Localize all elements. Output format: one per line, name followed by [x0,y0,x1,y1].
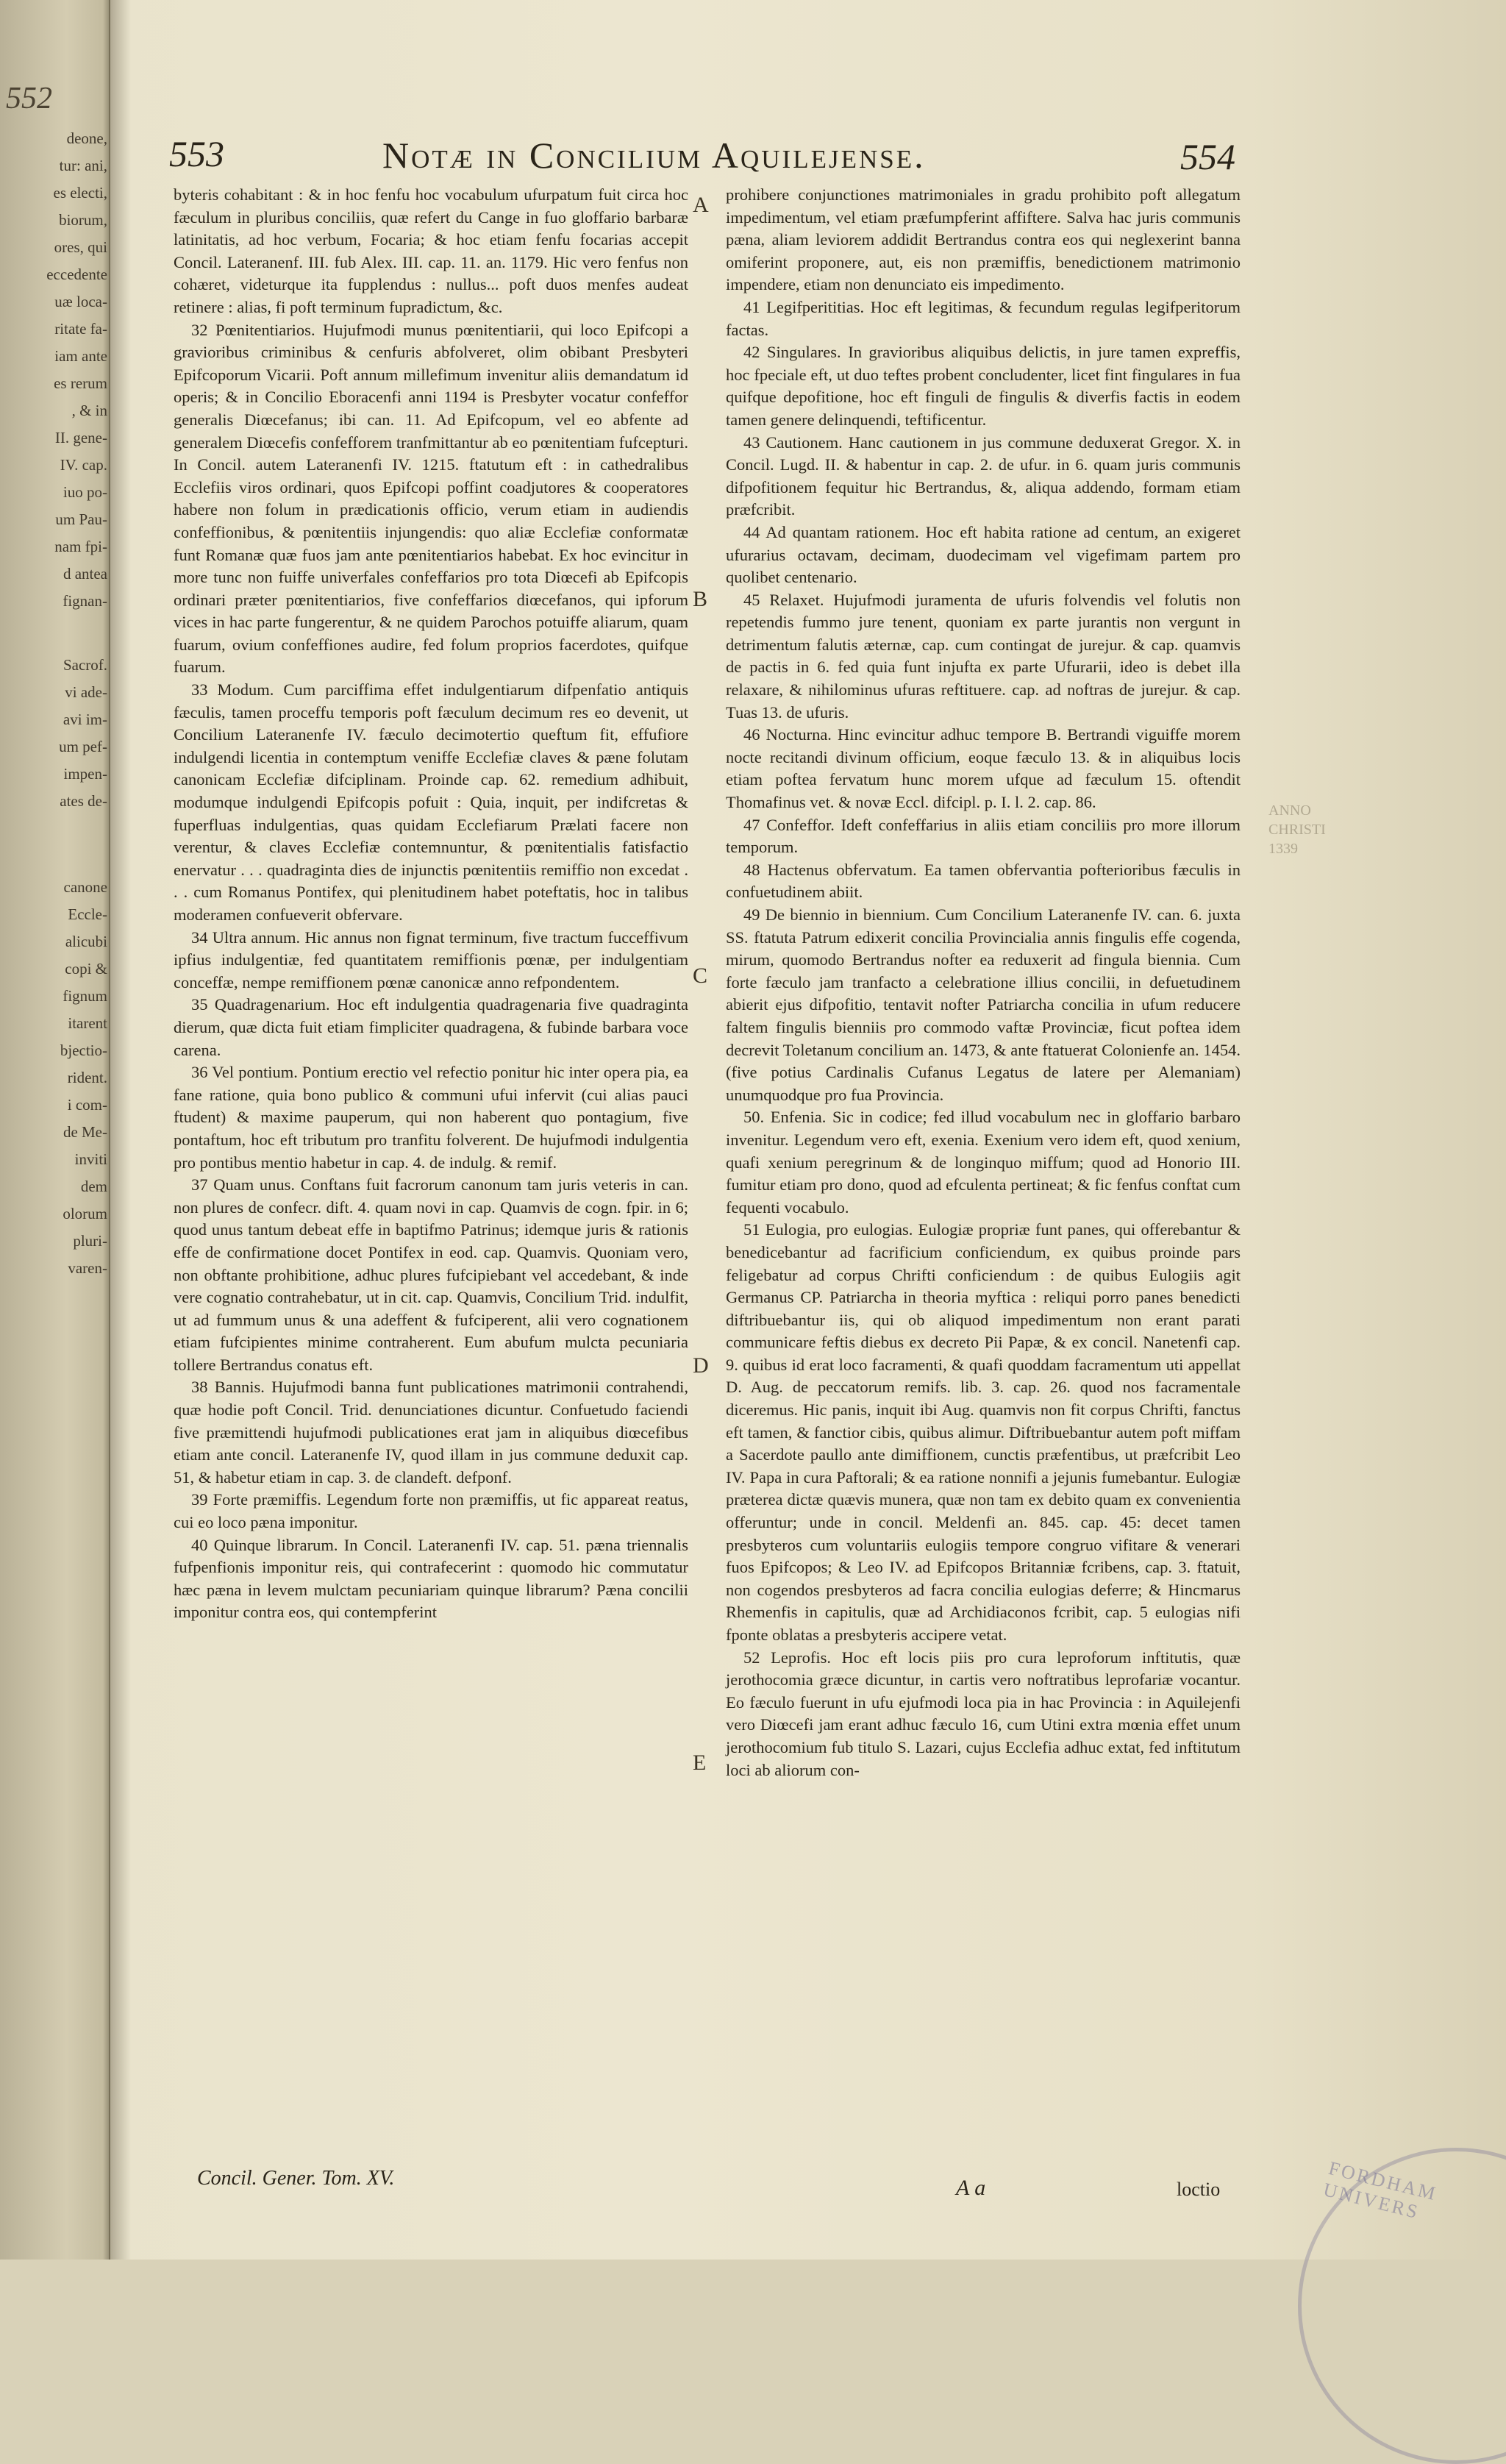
previous-page-fragment: copi & [65,960,107,978]
footer-signature: Concil. Gener. Tom. XV. [197,2167,395,2190]
previous-page-fragment: es electi, [53,184,107,202]
note-paragraph: 42 Singulares. In gravioribus aliquibus delictis, in jure tamen expreffis, hoc fpeciale eft, ut duo teftes probent concludenter, licet fint fingulares in fua quifque depofitione, hoc eft finguli de fingulis & diverfis factis in eodem tamen genere delinquendi, teftificentur. [726,343,1241,429]
previous-page-fragment: iuo po- [63,483,107,501]
note-paragraph: 41 Legifperititias. Hoc eft legitimas, & fecundum regulas legifperitorum factas. [726,297,1241,339]
previous-page-fragment: IV. cap. [60,456,107,474]
section-marker: C [693,964,708,988]
note-paragraph: 33 Modum. Cum parciffima effet indulgentiarum difpenfatio antiquis fæculis, tamen proceffu temporis poft fæculum decimum res eo devenit, ut Concilium Lateranenfe IV. fæculo decimotertio queftum fit, effufiore indulgendi licentia in contemptum veniffe Ecclefiæ claves & pæne folutam canonicam Ecclefiæ difciplinam. Proinde cap. 62. remedium adhibuit, modumque indulgendi Epifcopis pofuit : Quia, inquit, per indifcretas & fuperfluas indulgentias, quas quidam Ecclefiarum Prælati facere non verentur, & claves Ecclefiæ contemnuntur, & pœnitentialis fatisfactio enervatur . . . quadraginta dies de injunctis pœnitentiis remiffio non excedat . . . cum Romanus Pontifex, qui plenitudinem habet poteftatis, hoc in talibus moderamen confueverit obfervare. [174,680,688,924]
previous-page-fragment: Eccle- [68,905,107,923]
margin-ghost-word: CHRISTI [1268,822,1326,838]
note-paragraph: byteris cohabitant : & in hoc fenfu hoc vocabulum ufurpatum fuit circa hoc fæculum in pluribus conciliis, quæ refert du Cange in fuo gloffario barbaræ latinitatis, ad hoc verbum, Focaria; & hoc etiam fenfu focarias accepit Concil. Lateranenf. III. fub Alex. III. cap. 11. an. 1179. Hic vero fenfus non cohæret, videturque ita fupplendus : nullus... poft duos menfes audeat retinere : alias, fi poft terminum fupradictum, &c. [174,185,688,316]
note-paragraph: 51 Eulogia, pro eulogias. Eulogiæ propriæ funt panes, qui offerebantur & benedicebantur ad facrificium conficiendum, ex quibus proinde pars feligebatur ad corpus Chrifti conficiendum : de quibus Eulogiis agit Germanus CP. Patriarcha in theoria myftica : reliqui porro panes benedicti diftribuebantur iis, qui ob aliquod impedimentum non erant parati communicare feftis diebus ex decreto Pii Papæ, & ex concil. Nanetenfi cap. 9. quibus id erat loco facramenti, & quafi quoddam facramentum uti appellat D. Aug. de peccatorum remifs. lib. 3. cap. 26. quod nos facramentale diceremus. Hic panis, inquit ibi Aug. quamvis non fit corpus Chrifti, fanctus eft tamen, & fanctior cibis, quibus alimur. Diftribuebantur autem poft miffam a Sacerdote paullo ante dimiffionem, cunctis præfentibus, ut præfcribit Leo IV. Papa in cura Paftorali; & ea ratione nonnifi a jejunis fumebantur. Eulogiæ præterea dictæ quævis munera, quæ non tam ex debito quam ex convenientia offeruntur; unde in concil. Meldenfi an. 845. cap. 45: decet tamen presbyteros cum voluntariis eulogiis tempore congruo vifitare & venerari fuos Epifcopos; & Leo IV. ad Epifcopos Britanniæ fcribens, cap. 3. ftatuit, non cogendos presbyteros ad facra concilia eulogias deferre; & Hincmarus Rhemenfis in capitulis, quæ ad Archidiaconos fcribit, cap. 5 eulogias nifi fponte oblatas a presbyteris accipere vetat. [726,1220,1241,1644]
note-paragraph: 45 Relaxet. Hujufmodi juramenta de ufuris folvendis vel folutis non repetendis fummo jure tenent, quoniam ex parte jurantis non vergunt in detrimentum falutis æternæ, cap. cum contingat de jurejur. & cap. quamvis de pactis in 6. fed quia funt injufta ex parte Ufurarii, ideo is debet illa relaxare, & nihilominus ufuras reftituere. cap. ad noftras de jurejur. & cap. Tuas 13. de ufuris. [726,590,1241,722]
section-marker: A [693,193,709,217]
previous-page-fragment: nam fpi- [54,538,107,555]
previous-page-fragment: canone [63,878,107,896]
previous-page-fragment: eccedente [46,266,107,283]
note-paragraph: 39 Forte præmiffis. Legendum forte non præmiffis, ut fic appareat reatus, cui eo loco pæna imponitur. [174,1490,688,1532]
note-paragraph: 48 Hactenus obfervatum. Ea tamen obfervantia pofterioribus fæculis in confuetudinem abiit. [726,860,1241,902]
previous-page-fragment: i com- [67,1096,107,1114]
previous-page-fragment: bjectio- [60,1041,107,1059]
note-paragraph: 40 Quinque librarum. In Concil. Lateranenfi IV. cap. 51. pæna triennalis fufpenfionis imponitur reis, qui contrafecerint : quomodo hic commutatur hæc pæna in levem mulctam pecuniariam quinque librarum? Pæna concilii imponitur contra eos, qui contempferint [174,1535,688,1622]
note-paragraph: 43 Cautionem. Hanc cautionem in jus commune deduxerat Gregor. X. in Concil. Lugd. II. & habentur in cap. 2. de ufur. in 6. quam juris communis difpofitionem fequitur hic Bertrandus, &, aliqua addendo, formam etiam præfcribit. [726,432,1241,519]
sheet-mark: A a [956,2176,986,2200]
note-paragraph: 36 Vel pontium. Pontium erectio vel refectio ponitur hic inter opera pia, ea fane ratione, quia bono publico & communi ufui infervit (cui alias pauci ftudent) & maxime pauperum, qui non haberent quo pontagium, five pontaftum, hoc eft tributum pro tranfitu folverent. De hujufmodi indulgentia pro pontibus mentio habetur in cap. 4. de indulg. & remif. [174,1063,688,1172]
previous-page-fragment: um pef- [59,738,107,755]
previous-page-fragment: ores, qui [54,238,107,256]
page-title: Notæ in Concilium Aquilejense. [382,135,926,176]
note-paragraph: 49 De biennio in biennium. Cum Concilium Lateranenfe IV. can. 6. juxta SS. ftatuta Patrum edixerit concilia Provincialia annis fingulis effe cogenda, mirum, quomodo Bertrandus nofter ea reduxerit ad fingula biennia. Cum forte fæculo jam tranfacto a celebratione illius concilii, in defuetudinem abierit ejus difpofitio, tentavit nofter Patriarcha concilia in ufum reducere faltem fingulis bienniis pro commodo vaftæ Provinciæ, ficut poftea idem decrevit Toletanum concilium an. 1473, & ante ftatuerat Colonienfe an. 1454. (five potius Cardinalis Cufanus Legatus de latere per Alemaniam) unumquodque pro fua Provincia. [726,905,1241,1104]
note-paragraph: 38 Bannis. Hujufmodi banna funt publicationes matrimonii contrahendi, quæ hodie poft Concil. Trid. denunciationes dicuntur. Confuetudo faciendi five præmittendi hujufmodi publicationes erat jam in aliquibus diœcefibus etiam ante concil. Lateranenfe IV, quod illam in jus commune deduxit cap. 51, & habetur etiam in cap. 3. de clandeft. defponf. [174,1378,688,1486]
previous-page-fragment: varen- [68,1259,107,1277]
previous-page-fragment: dem [80,1178,107,1195]
previous-page-fragment: de Me- [63,1123,107,1141]
note-paragraph: 35 Quadragenarium. Hoc eft indulgentia quadragenaria five quadraginta dierum, quæ dicta fuit etiam fimpliciter quadragena, & fubinde barbara voce carena. [174,995,688,1059]
note-paragraph: 32 Pœnitentiarios. Hujufmodi munus pœnitentiarii, qui loco Epifcopi a gravioribus criminibus & cenfuris abfolveret, olim obibant Presbyteri Epifcoporum Vicarii. Poft annum millefimum invenitur aliis demandatum id operis; & in Concilio Eboracenfi anni 1194 is Presbyter vocatur confeffor generalis Diœcefanus; ibi can. 11. Ad Epifcopum, vel eo abfente ad generalem Diœcefis confefforem tranfmittantur ab eo pœnitentiam fufcepturi. In Concil. autem Lateranenfi IV. 1215. ftatutum eft : in cathedralibus Ecclefiis viros ordinari, quos Epifcopi poffint coadjutores & cooperatores habere non folum in prædicationis officio, verum etiam in audiendis confeffionibus, & pœnitentiis injungendis: quo aliæ Ecclefiæ conformatæ funt Romanæ quæ fuos jam ante pœnitentiarios habebat. Ex hoc evincitur in more tunc non fuiffe univerfales confeffarios pro tota Diœcefi ab Epifcopis ordinari præter pœnitentiarios, five confeffarios diœcefanos, qui ipforum vices in hac parte fungerentur, & ne quidem Parochos potuiffe aliarum, quam fuarum, ovium confeffiones audire, fed folum proprios facerdotes, quifque fuarum. [174,320,688,677]
gutter-shadow [109,0,131,2260]
note-paragraph: 34 Ultra annum. Hic annus non fignat terminum, five tractum fucceffivum ipfius indulgentiæ, fed quantitatem remiffionis pœnæ, per indulgentiam conceffæ, nempe remiffionem pœnæ canonicæ anno refpondentem. [174,927,688,991]
previous-page-edge [0,0,110,2260]
margin-ghost-word: 1339 [1268,841,1298,857]
previous-page-fragment: ates de- [60,792,107,810]
previous-page-fragment: fignan- [63,592,107,610]
right-column [726,184,1241,1781]
previous-page-fragment: , & in [71,402,107,419]
note-paragraph: 46 Nocturna. Hinc evincitur adhuc tempore B. Bertrandi viguiffe morem nocte recitandi divinum officium, eoque fæculo 13. & in aliquibus locis etiam poftea fervatum hunc morem ufque ad fæculum 15. oftendit Thomafinus vet. & novæ Eccl. difcipl. p. I. l. 2. cap. 86. [726,725,1241,812]
previous-page-fragment: fignum [63,987,107,1005]
note-paragraph: prohibere conjunctiones matrimoniales in gradu prohibito poft allegatum impedimentum, vel etiam præfumpferint affiftere. Salva hac juris communis pæna, aliam leviorem addidit Bertrandus contra eos qui neglexerint banna omiferint proponere, aut, eis non præmiffis, benedictionem matrimonio impendere, etiam non denunciato eis impedimento. [726,185,1241,294]
left-column [174,184,688,1624]
previous-page-fragment: biorum, [59,211,107,229]
previous-page-fragment: avi im- [63,711,107,728]
page-number-right: 554 [1180,136,1235,177]
previous-page-fragment: vi ade- [65,683,107,701]
margin-ghost-word: ANNO [1268,802,1311,819]
previous-page-fragment: tur: ani, [59,157,107,174]
previous-page-fragment: alicubi [65,933,107,950]
previous-page-fragment: inviti [74,1150,107,1168]
previous-page-fragment: deone, [66,129,107,147]
library-stamp-text: FORDHAM UNIVERS [1321,2157,1440,2223]
previous-page-number: 552 [6,82,52,115]
note-paragraph: 52 Leprofis. Hoc eft locis piis pro cura leproforum inftitutis, quæ jerothocomia græce dicuntur, in cartis vero noftratibus leprofariæ vocantur. Eo fæculo fuerunt in ufu ejufmodi loca pia in hac Provincia : in Aquilejenfi vero Diœcefi jam erant adhuc fæculo 16, cum Utini extra mœnia effet unum jerothocomium fub titulo S. Lazari, cujus Ecclefia adhuc extat, fed inftitutum loci ab aliorum con- [726,1648,1241,1779]
previous-page-fragment: ritate fa- [54,320,107,338]
note-paragraph: 37 Quam unus. Conftans fuit facrorum canonum tam juris veteris in can. non plures de confecr. dift. 4. quam novi in cap. Quamvis de cogn. fpir. in 6; quod unus tantum debeat effe in baptifmo Patrinus; idemque juris & rationis effe de confirmatione docet Pontifex in eod. cap. Quamvis. Quoniam vero, non obftante prohibitione, adhuc plures fufcipiebant vel accedebant, & inde vere cognatio contrahebatur, ut in cit. cap. Quamvis, Concilium Trid. indulfit, ut ad fummum unus & una adeffent & fufciperent, alii vero cognationem etiam fufcipientes minime contraherent. Eum abufum mulcta pecuniaria tollere Bertrandus conatus eft. [174,1175,688,1374]
previous-page-fragment: pluri- [73,1232,107,1250]
previous-page-fragment: Sacrof. [63,656,107,674]
previous-page-fragment: olorum [63,1205,107,1222]
previous-page-fragment: uæ loca- [54,293,107,310]
section-marker: E [693,1751,707,1775]
catchword: loctio [1177,2179,1221,2200]
section-marker: B [693,587,708,611]
page-number-left: 553 [169,133,224,174]
previous-page-fragment: itarent [68,1014,107,1032]
note-paragraph: 50. Enfenia. Sic in codice; fed illud vocabulum nec in gloffario barbaro invenitur. Legendum vero eft, exenia. Exenium vero idem eft, quod xenium, quafi xenium peregrinum & de longinquo miffum; quod ad Honorio III. fumitur etiam pro dono, quod ad efculenta pertineat; & fic fenfus conftat cum fequenti vocabulo. [726,1108,1241,1217]
previous-page-fragment: rident. [67,1069,107,1086]
previous-page-fragment: II. gene- [54,429,107,446]
previous-page-fragment: um Pau- [55,510,107,528]
previous-page-fragment: d antea [63,565,107,583]
note-paragraph: 47 Confeffor. Ideft confeffarius in aliis etiam conciliis pro more illorum temporum. [726,815,1241,857]
previous-page-fragment: iam ante [54,347,107,365]
running-header [169,132,1235,184]
previous-page-fragment: es rerum [54,374,107,392]
note-paragraph: 44 Ad quantam rationem. Hoc eft habita ratione ad centum, an exigeret ufurarius octavam, decimam, duodecimam vel vigefimam partem pro quolibet centenario. [726,522,1241,587]
previous-page-fragment: impen- [63,765,107,783]
section-marker: D [693,1353,709,1378]
